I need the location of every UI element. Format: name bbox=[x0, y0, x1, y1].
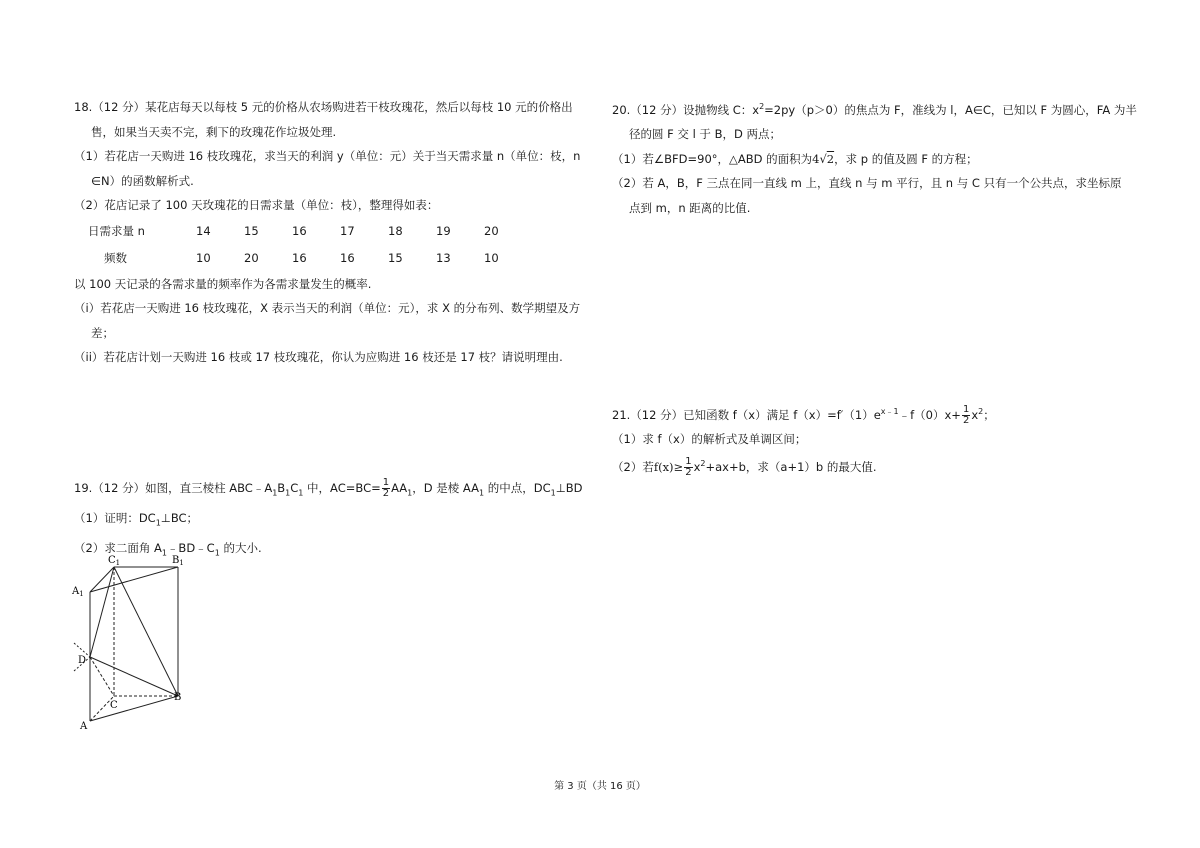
q20-line-1 bbox=[612, 95, 1137, 122]
fraction-denominator: 2 bbox=[962, 414, 970, 426]
q19-text: C bbox=[290, 481, 299, 495]
label-a: A bbox=[80, 721, 88, 732]
q19-text: ⊥BD bbox=[555, 481, 583, 495]
q18-line-9: （ii）若花店计划一天购进 16 枝或 17 枝玫瑰花，你认为应购进 16 枝还是 17 枝？请说明理由. bbox=[74, 350, 563, 364]
q19-text: 的中点，DC bbox=[484, 481, 551, 495]
question-20 bbox=[612, 95, 1137, 220]
q21-text: 21.（12 分）已知函数 f（x）满足 f（x）=f′（1）e bbox=[612, 407, 881, 422]
table-cell: 19 bbox=[436, 224, 451, 238]
q21-text: +ax+b，求（a+1）b 的最大值. bbox=[705, 459, 877, 474]
label-c1: $C_1$ bbox=[108, 555, 121, 567]
radicand: 2 bbox=[826, 151, 835, 166]
fraction-numerator: 1 bbox=[685, 455, 692, 467]
superscript: 2 bbox=[700, 458, 706, 468]
subscript: 1 bbox=[214, 547, 220, 557]
q18-line-3: （1）若花店一天购进 16 枝玫瑰花，求当天的利润 y（单位：元）关于当天需求量 n（单位：枝，n bbox=[74, 149, 581, 163]
q19-text: ，D 是棱 AA bbox=[412, 481, 479, 495]
q21-line-1 bbox=[612, 400, 1132, 427]
q20-text: ，求 p 的值及圆 F 的方程； bbox=[834, 151, 978, 166]
table-cell: 10 bbox=[196, 251, 211, 265]
table-cell: 16 bbox=[292, 251, 307, 265]
table-header-frequency: 频数 bbox=[104, 251, 127, 265]
q19-text: ﹣BD﹣C bbox=[166, 540, 215, 555]
table-cell: 16 bbox=[340, 251, 355, 265]
fraction bbox=[962, 405, 970, 426]
q18-line-8: 差； bbox=[91, 325, 114, 340]
q20-line-2: 径的圆 F 交 l 于 B，D 两点； bbox=[629, 127, 781, 142]
table-cell: 16 bbox=[292, 224, 307, 238]
q18-line-7: （i）若花店一天购进 16 枝玫瑰花，X 表示当天的利润（单位：元），求 X 的分布列、数学期望及方 bbox=[74, 301, 581, 315]
q21-text: ； bbox=[983, 407, 995, 422]
q18-line-4: ∈N）的函数解析式. bbox=[91, 173, 194, 188]
q19-text: 中，AC=BC= bbox=[303, 481, 381, 495]
q20-text: （1）若∠BFD=90°，△ABD 的面积为 bbox=[612, 151, 813, 166]
q19-text: ⊥BC； bbox=[160, 510, 199, 525]
fraction-numerator: 1 bbox=[962, 403, 970, 415]
superscript: x﹣1 bbox=[880, 407, 899, 416]
table-row-demand bbox=[88, 218, 532, 245]
table-cell: 14 bbox=[196, 224, 211, 238]
fraction-numerator: 1 bbox=[382, 477, 390, 488]
table-cell: 13 bbox=[436, 251, 451, 265]
table-cell: 18 bbox=[388, 224, 403, 238]
label-a1: $A_1$ bbox=[72, 586, 84, 598]
superscript: 2 bbox=[759, 102, 765, 111]
q18-line-2: 售，如果当天卖不完，剩下的玫瑰花作垃圾处理. bbox=[91, 124, 337, 139]
q19-line-1 bbox=[74, 476, 592, 506]
fraction bbox=[382, 478, 390, 499]
coefficient: 4 bbox=[812, 151, 820, 166]
q20-line-4: （2）若 A，B，F 三点在同一直线 m 上，直线 n 与 m 平行，且 n 与 C 只有一个公共点，求坐标原 bbox=[612, 176, 1122, 191]
q20-line-3 bbox=[612, 147, 1132, 172]
q18-line-5: （2）花店记录了 100 天玫瑰花的日需求量（单位：枝），整理得如表： bbox=[74, 198, 439, 212]
q19-line-2 bbox=[74, 506, 592, 536]
subscript: 1 bbox=[407, 488, 413, 498]
table-cell: 15 bbox=[244, 224, 259, 238]
subscript: 1 bbox=[285, 488, 291, 498]
q20-text: 20.（12 分）设抛物线 C：x bbox=[612, 102, 760, 117]
table-cell: 20 bbox=[484, 224, 499, 238]
label-b1: $B_1$ bbox=[172, 555, 184, 567]
fraction bbox=[684, 457, 692, 478]
q21-text: ﹣f（0）x+ bbox=[898, 407, 961, 422]
q18-line-6: 以 100 天记录的各需求量的频率作为各需求量发生的概率. bbox=[74, 276, 372, 291]
label-c: C bbox=[110, 700, 118, 711]
superscript: 2 bbox=[978, 407, 984, 416]
page-footer: 第 3 页（共 16 页） bbox=[554, 781, 646, 792]
q21-text: x bbox=[971, 407, 979, 422]
q20-line-5: 点到 m，n 距离的比值. bbox=[629, 200, 751, 215]
q21-line-3 bbox=[612, 452, 1132, 479]
q19-text: （1）证明：DC bbox=[74, 510, 156, 525]
fraction-denominator: 2 bbox=[382, 488, 390, 499]
label-d: D bbox=[78, 655, 87, 666]
table-row-frequency bbox=[88, 245, 532, 272]
q19-text: 的大小. bbox=[219, 540, 262, 555]
table-header-demand: 日需求量 n bbox=[88, 224, 145, 238]
subscript: 1 bbox=[550, 488, 556, 498]
q20-text: =2py（p＞0）的焦点为 F，准线为 l，A∈C，已知以 F 为圆心，FA 为半 bbox=[764, 102, 1137, 117]
subscript: 1 bbox=[479, 488, 485, 498]
sqrt-expression: 4√2 bbox=[812, 151, 835, 166]
left-column bbox=[74, 95, 592, 370]
table-cell: 17 bbox=[340, 224, 355, 238]
q19-text: 19.（12 分）如图，直三棱柱 ABC﹣A bbox=[74, 481, 273, 495]
q21-text: （2）若 bbox=[612, 459, 654, 474]
table-cell: 10 bbox=[484, 251, 499, 265]
subscript: 1 bbox=[161, 547, 167, 557]
subscript: 1 bbox=[272, 488, 278, 498]
subscript: 1 bbox=[298, 488, 304, 498]
q21-line-2: （1）求 f（x）的解析式及单调区间； bbox=[612, 432, 807, 447]
q18-line-1: 18.（12 分）某花店每天以每枝 5 元的价格从农场购进若干枝玫瑰花，然后以每枝 10 元的价格出 bbox=[74, 100, 573, 114]
question-21 bbox=[612, 400, 1132, 479]
label-b: B bbox=[174, 692, 182, 703]
fraction-denominator: 2 bbox=[685, 466, 692, 478]
q21-math: f(x)≥ bbox=[653, 459, 684, 474]
table-cell: 15 bbox=[388, 251, 403, 265]
q21-text: x bbox=[693, 459, 701, 474]
q19-text: AA bbox=[391, 481, 408, 495]
subscript: 1 bbox=[155, 518, 161, 528]
q19-text: （2）求二面角 A bbox=[74, 540, 162, 555]
frequency-table bbox=[88, 218, 532, 272]
q19-text: B bbox=[277, 481, 286, 495]
table-cell: 20 bbox=[244, 251, 259, 265]
